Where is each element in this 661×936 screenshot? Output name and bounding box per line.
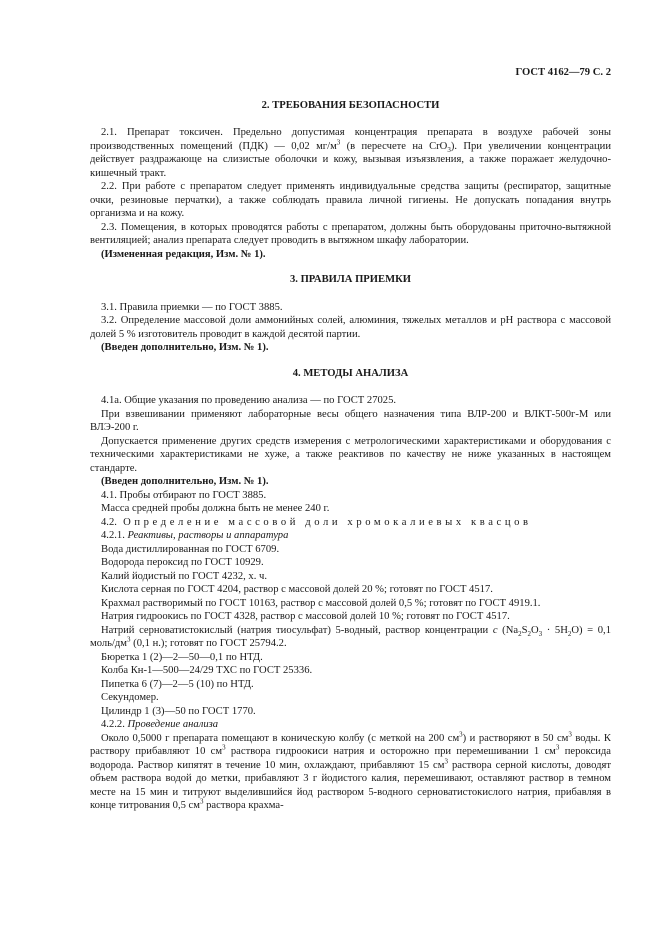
- reagent-item: Водорода пероксид по ГОСТ 10929.: [101, 557, 264, 568]
- reagent-item: Крахмал растворимый по ГОСТ 10163, раствор с массовой долей 0,5 %; готовят по ГОСТ 4919.1.: [101, 597, 541, 609]
- paragraph-weighing: При взвешивании применяют лабораторные весы общего назначения типа ВЛР-200 и ВЛКТ-500г-М или ВЛЭ-200 г.: [90, 408, 611, 433]
- reagent-item: Калий йодистый по ГОСТ 4232, х. ч.: [101, 570, 267, 582]
- paragraph-4-2-2: 4.2.2. Проведение анализа: [101, 719, 219, 730]
- paragraph-4-2-1: 4.2.1. Реактивы, растворы и аппаратура: [101, 530, 289, 541]
- reagent-item: Натрий серноватистокислый (натрия тиосульфат) 5-водный, раствор концентрации c $(Na_2S_2O_3 \cdot 5H_2O) = 0,1$ моль/$дм^3$ (0,1 н.); готовят по ГОСТ 25794.2.: [90, 624, 612, 649]
- apparatus-item: Бюретка 1 (2)—2—50—0,1 по НТД.: [101, 651, 263, 663]
- section-acceptance: [90, 273, 611, 355]
- paragraph-2-3: 2.3. Помещения, в которых проводятся работы с препаратом, должны быть оборудованы приточно-вытяжной вентиляцией; анализ препарата следует проводить в вытяжном шкафу лаборатории.: [90, 221, 611, 246]
- amendment-note: (Введен дополнительно, Изм. № 1).: [101, 476, 269, 487]
- paragraph-procedure: Около 0,5000 г препарата помещают в коническую колбу (с меткой на 200 $см^3$) и растворяют в 50 $см^3$ воды. К раствору прибавляют 10 $см^3$ раствора гидроокиси натрия и осторожно при перемешивании 1 $см^3$ пероксида водорода. Раствор кипятят в течение 10 мин, охлаждают, прибавляют 15 $см^3$ раствора серной кислоты, доводят объем раствора водой до метки, прибавляют 3 г йодистого калия, перемешивают, оставляют раствор в темном месте на 15 мин и титруют выделившийся йод раствором 5-водного серноватистокислого натрия, прибавляя в конце титрования 0,5 $см^3$ раствора крахма-: [90, 729, 612, 811]
- amendment-note: (Измененная редакция, Изм. № 1).: [101, 248, 266, 260]
- paragraph-sample-mass: Масса средней пробы должна быть не менее 240 г.: [101, 503, 330, 514]
- section-title: 3. ПРАВИЛА ПРИЕМКИ: [289, 274, 412, 285]
- amendment-note: (Введен дополнительно, Изм. № 1).: [101, 342, 269, 353]
- paragraph-2-2: 2.2. При работе с препаратом следует применять индивидуальные средства защиты (респиратор, защитные очки, резиновые перчатки), а также соблюдать правила личной гигиены. Не допускать попадания внутрь организма и на кожу.: [90, 181, 611, 219]
- paragraph-3-2: 3.2. Определение массовой доли аммонийных солей, алюминия, тяжелых металлов и pH раствора с массовой долей 5 % изготовитель проводит в каждой десятой партии.: [90, 315, 611, 340]
- reagent-item: Кислота серная по ГОСТ 4204, раствор с массовой долей 20 %; готовят по ГОСТ 4517.: [101, 584, 493, 595]
- section-safety: [90, 99, 611, 262]
- reagent-item: Натрия гидроокись по ГОСТ 4328, раствор с массовой долей 10 %; готовят по ГОСТ 4517.: [101, 611, 510, 622]
- apparatus-item: Цилиндр 1 (3)—50 по ГОСТ 1770.: [101, 705, 256, 717]
- section-title: 4. МЕТОДЫ АНАЛИЗА: [292, 367, 409, 379]
- section-title: 2. ТРЕБОВАНИЯ БЕЗОПАСНОСТИ: [261, 99, 440, 111]
- document-page: [90, 66, 611, 813]
- paragraph-equipment: Допускается применение других средств измерения с метрологическими характеристиками и оборудования с техническими характеристиками не хуже, а также реактивов по качеству не ниже указанных в настоящем стандарте.: [90, 435, 611, 474]
- paragraph-4-1a: 4.1а. Общие указания по проведению анализа — по ГОСТ 27025.: [101, 395, 397, 406]
- reagent-item: Вода дистиллированная по ГОСТ 6709.: [101, 543, 280, 555]
- section-methods: [90, 367, 611, 813]
- apparatus-item: Секундомер.: [101, 692, 159, 703]
- running-head: ГОСТ 4162—79 С. 2: [515, 67, 611, 78]
- paragraph-2-1: 2.1. Препарат токсичен. Предельно допустимая концентрация препарата в воздухе рабочей зоны производственных помещений (ПДК) — 0,02 $мг/м^3$ (в пересчете на CrO$_3$). При увеличении концентрации действует раздражающе на слизистые оболочки и кожу, вызывая изъязвления, а также поражает желудочно-кишечный тракт.: [90, 127, 611, 179]
- paragraph-4-1: 4.1. Пробы отбирают по ГОСТ 3885.: [101, 489, 267, 501]
- paragraph-3-1: 3.1. Правила приемки — по ГОСТ 3885.: [101, 301, 283, 313]
- paragraph-4-2: 4.2. Определение массовой доли хромокалиевых квасцов: [101, 516, 532, 528]
- apparatus-item: Колба Кн-1—500—24/29 ТХС по ГОСТ 25336.: [101, 665, 313, 676]
- apparatus-item: Пипетка 6 (7)—2—5 (10) по НТД.: [101, 678, 254, 690]
